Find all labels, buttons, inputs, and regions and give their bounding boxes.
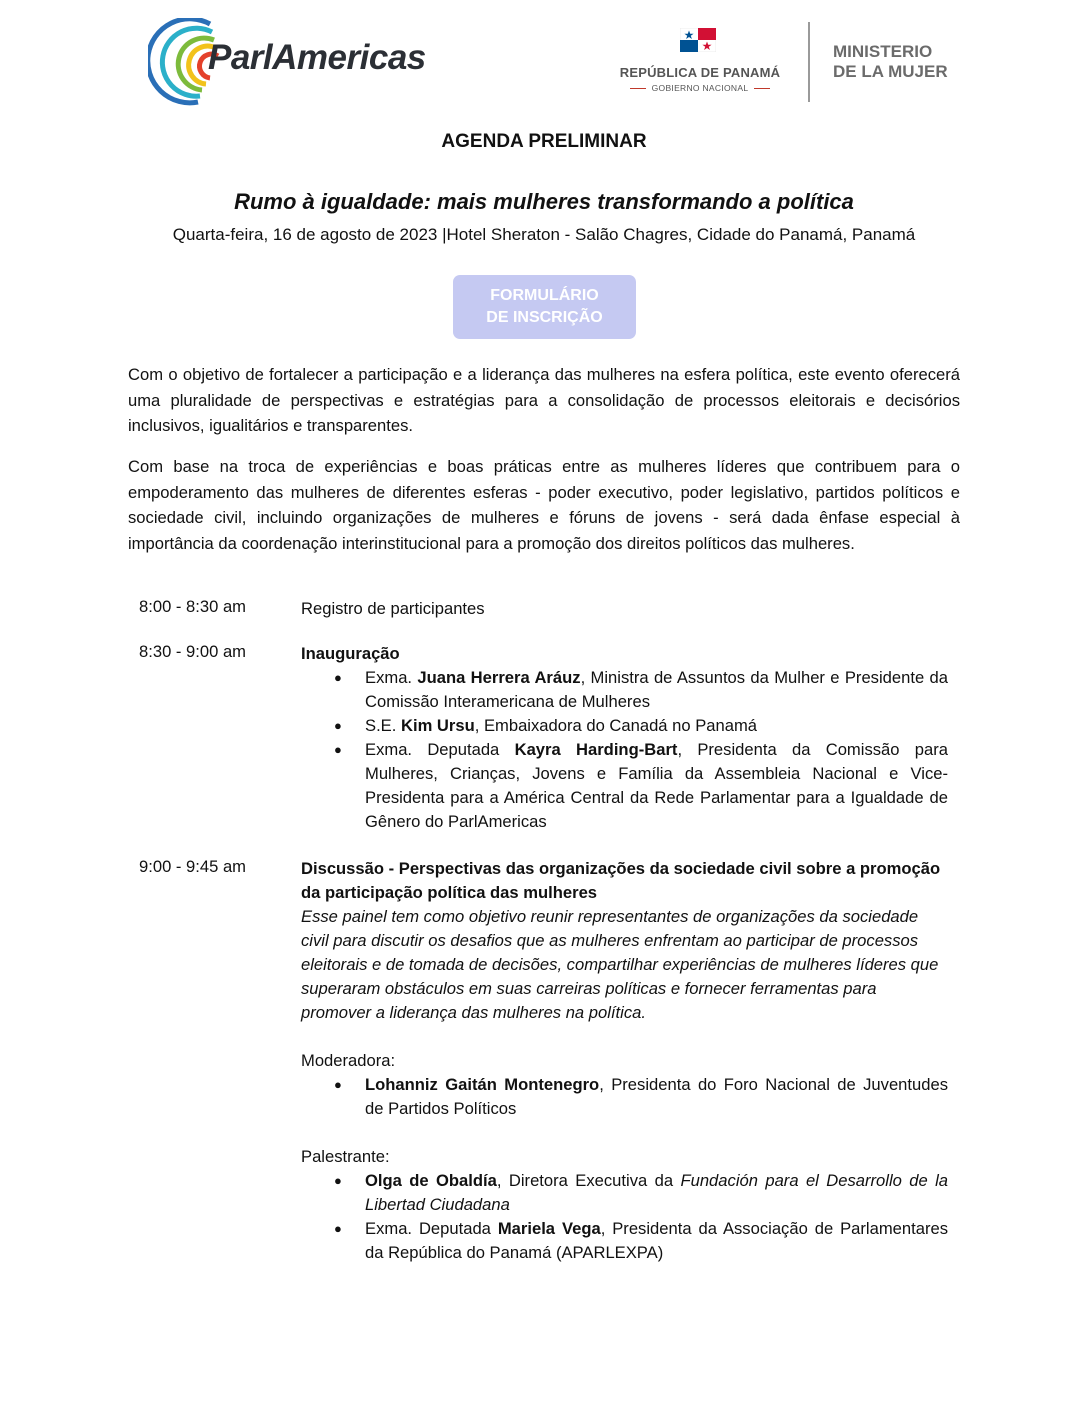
gov-subtitle: GOBIERNO NACIONAL — [600, 83, 800, 93]
panama-government-logo — [600, 28, 800, 98]
event-title: Rumo à igualdade: mais mulheres transformando a política — [234, 189, 854, 214]
session-time: 8:30 - 9:00 am — [139, 642, 247, 661]
speaker-item: ● Olga de Obaldía, Diretora Executiva da Fundación para el Desarrollo de la Libertad Ciudadana — [301, 1169, 948, 1217]
session-time: 8:00 - 8:30 am — [139, 597, 247, 616]
session-description: Esse painel tem como objetivo reunir representantes de organizações da sociedade civil para discutir os desafios que as mulheres enfrentam ao participar de processos eleitorais e de tomada de decisões, compartilhar experiências de mulheres líderes que superaram obstáculos em suas carreiras políticas e fornecer ferramentas para promover a liderança das mulheres na política. — [301, 907, 939, 1022]
moderator-item: ● Lohanniz Gaitán Montenegro, Presidenta do Foro Nacional de Juventudes de Partidos Políticos — [301, 1073, 948, 1121]
session-title: Registro de participantes — [301, 599, 485, 618]
speaker-item: ● Exma. Juana Herrera Aráuz, Ministra de Assuntos da Mulher e Presidente da Comissão Interamericana de Mulheres — [301, 666, 948, 714]
speaker-item: ● Exma. Deputada Kayra Harding-Bart, Presidenta da Comissão para Mulheres, Crianças, Jovens e Família da Assembleia Nacional e Vice-Presidenta para a América Central da Rede Parlamentar para a Igualdade de Gênero do ParlAmericas — [301, 738, 948, 834]
session-inauguration — [301, 642, 948, 834]
session-title: Inauguração — [301, 644, 400, 663]
registration-form-button[interactable] — [453, 275, 636, 339]
speaker-item: ● Exma. Deputada Mariela Vega, Presidenta da Associação de Parlamentares da República do Panamá (APARLEXPA) — [301, 1217, 948, 1265]
intro-paragraph: Com base na troca de experiências e boas práticas entre as mulheres líderes que contribuem para o empoderamento das mulheres de diferentes esferas - poder executivo, poder legislativo, partidos políticos e sociedade civil, incluindo organizações de mulheres e fóruns de jovens - será dada ênfase especial à importância da coordenação interinstitucional para a promoção dos direitos políticos das mulheres. — [128, 457, 960, 553]
speaker-label: Palestrante: — [301, 1147, 390, 1166]
moderator-label: Moderadora: — [301, 1051, 396, 1070]
event-date-location: Quarta-feira, 16 de agosto de 2023 |Hotel Sheraton - Salão Chagres, Cidade do Panamá, Panamá — [172, 225, 916, 244]
session-time: 9:00 - 9:45 am — [139, 857, 247, 876]
logo-divider — [808, 22, 810, 102]
registration-form-label-1: FORMULÁRIO — [490, 287, 599, 304]
agenda-title: AGENDA PRELIMINAR — [441, 131, 647, 152]
ministry-line-2: DE LA MUJER — [833, 62, 948, 81]
parlamericas-logo-text: ParlAmericas — [208, 38, 426, 77]
ministry-line-1: MINISTERIO — [833, 42, 933, 61]
registration-form-label-2: DE INSCRIÇÃO — [486, 309, 603, 326]
ministry-logo — [833, 42, 948, 82]
intro-paragraph: Com o objetivo de fortalecer a participação e a liderança das mulheres na esfera política, este evento oferecerá uma pluralidade de perspectivas e estratégias para a consolidação de processos eleitorais e decisórios inclusivos, igualitários e transparentes. — [128, 365, 960, 435]
session-discussion — [301, 857, 948, 1265]
gov-title: REPÚBLICA DE PANAMÁ — [619, 65, 781, 80]
panama-flag-icon — [680, 28, 716, 52]
speaker-item: ● S.E. Kim Ursu, Embaixadora do Canadá no Panamá — [301, 714, 948, 738]
session-title: Discussão - Perspectivas das organizações da sociedade civil sobre a promoção da participação política das mulheres — [301, 859, 941, 902]
